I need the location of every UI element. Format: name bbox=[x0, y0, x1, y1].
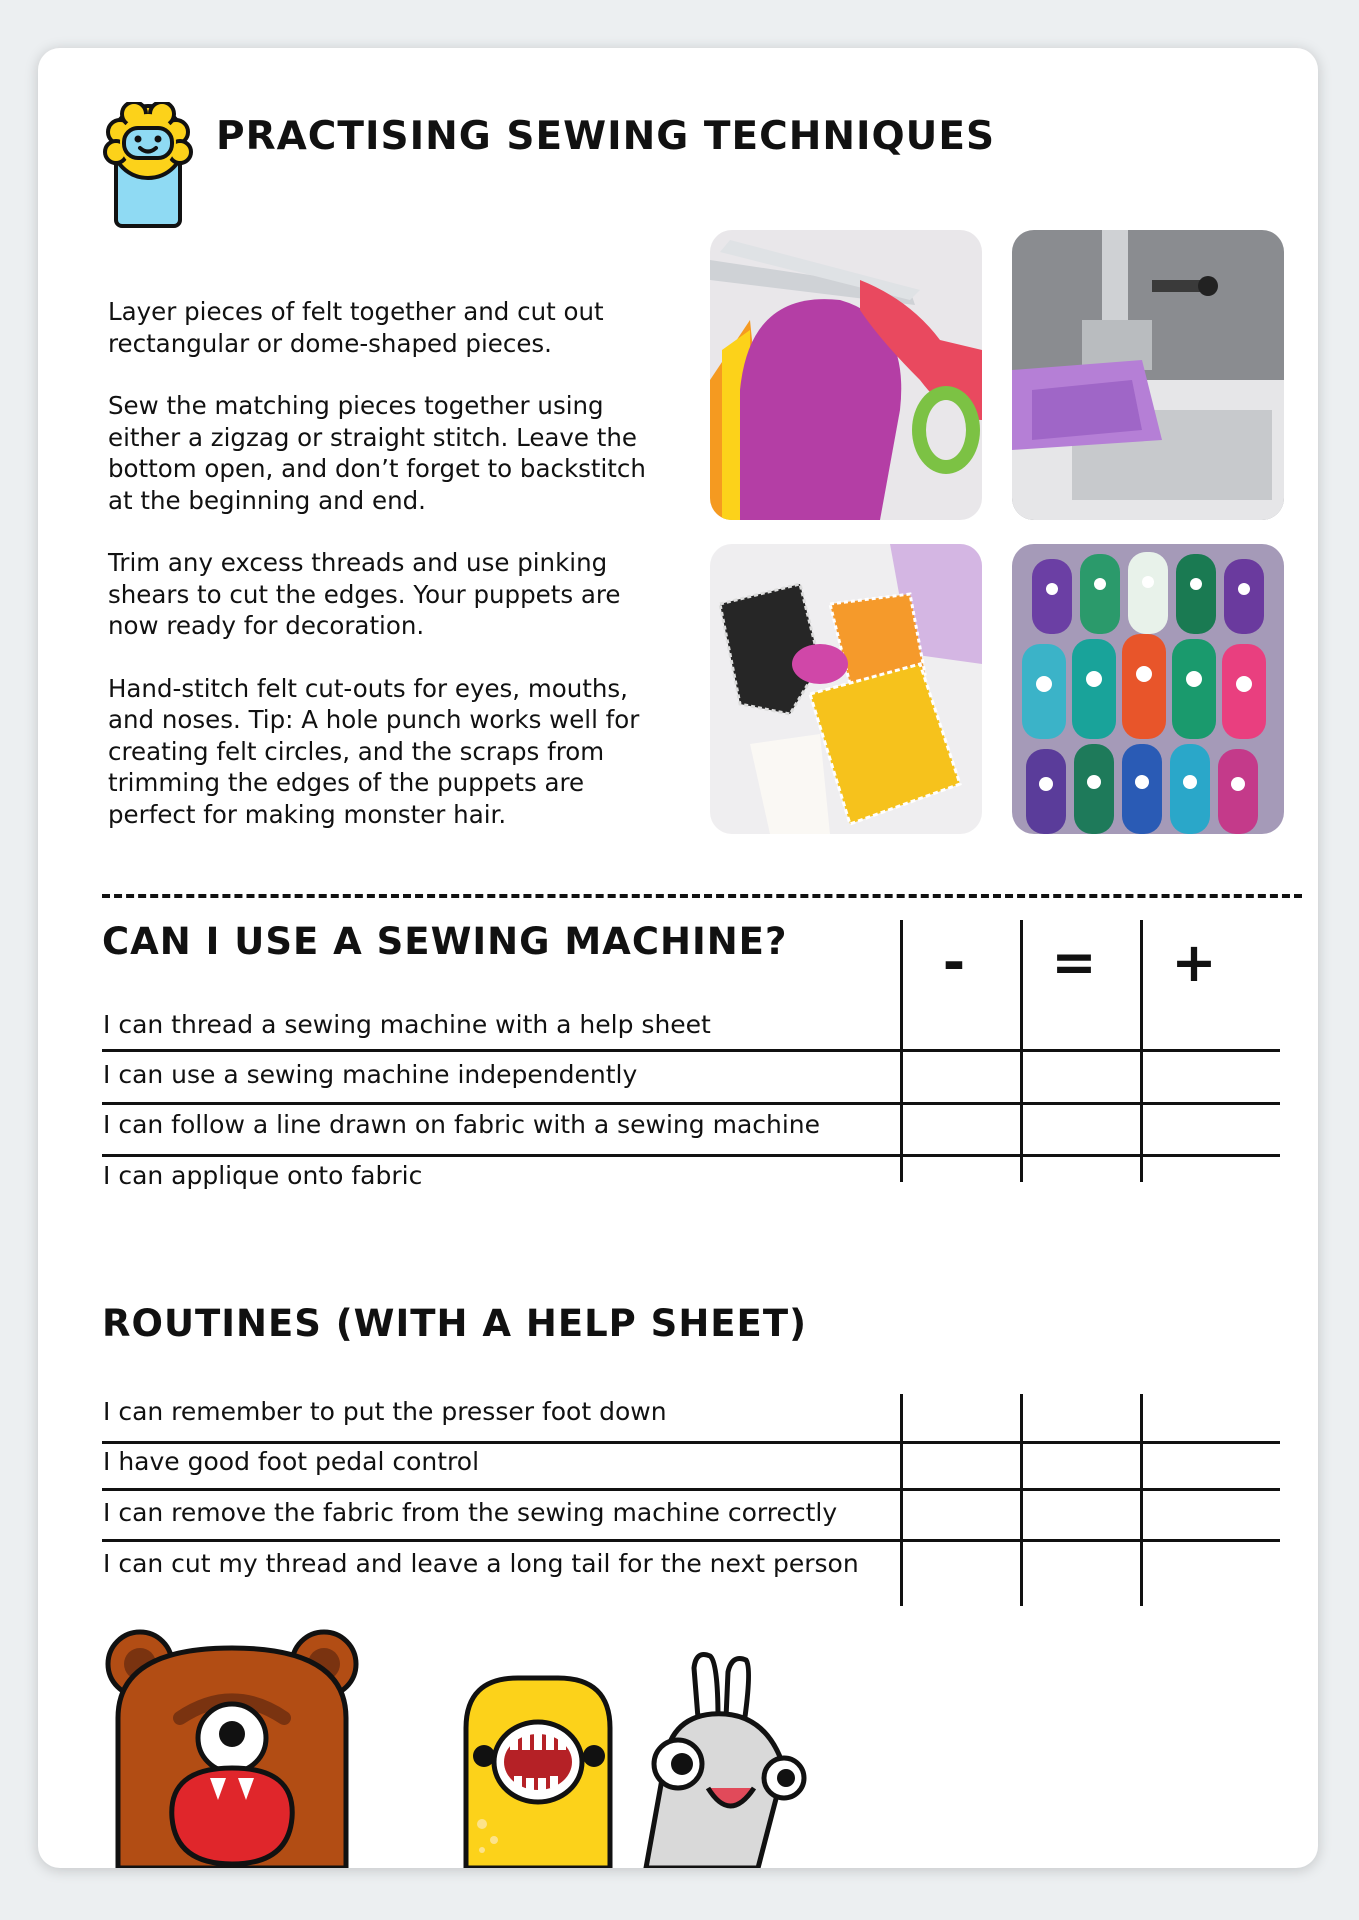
yellow-monster-icon bbox=[466, 1678, 610, 1868]
skill-row-label: I can thread a sewing machine with a help sheet bbox=[103, 1010, 711, 1039]
row-divider bbox=[102, 1539, 1280, 1542]
bear-monster-icon bbox=[108, 1632, 356, 1868]
row-divider bbox=[102, 1049, 1280, 1052]
instruction-step: Hand-stitch felt cut-outs for eyes, mouths, and noses. Tip: A hole punch works well for creating felt circles, and the scraps from trimming the edges of the puppets are perfect for making monster hair. bbox=[108, 673, 640, 829]
monster-illustrations bbox=[98, 1628, 898, 1868]
skill-row-label: I can follow a line drawn on fabric with a sewing machine bbox=[103, 1110, 821, 1139]
row-divider bbox=[102, 1441, 1280, 1444]
column-divider bbox=[1020, 1394, 1023, 1606]
instruction-step: Sew the matching pieces together using either a zigzag or straight stitch. Leave the bottom open, and don’t forget to backstitch at the beginning and end. bbox=[108, 391, 646, 515]
row-divider bbox=[102, 1102, 1280, 1105]
instructions bbox=[108, 296, 678, 861]
section-divider bbox=[102, 894, 1302, 898]
routine-row-label: I can cut my thread and leave a long tail for the next person bbox=[103, 1549, 859, 1578]
column-header-plus: + bbox=[1171, 931, 1217, 994]
photo-felt-scissors bbox=[710, 230, 982, 520]
column-divider bbox=[1140, 1394, 1143, 1606]
lion-mascot-icon bbox=[98, 102, 198, 230]
photo-finished-puppets bbox=[1012, 544, 1284, 834]
column-divider bbox=[900, 1394, 903, 1606]
row-divider bbox=[102, 1488, 1280, 1491]
instruction-step: Layer pieces of felt together and cut out rectangular or dome-shaped pieces. bbox=[108, 297, 604, 358]
worksheet-page bbox=[38, 48, 1318, 1868]
column-header-equal: = bbox=[1051, 931, 1097, 994]
skill-row-label: I can use a sewing machine independently bbox=[103, 1060, 638, 1089]
row-divider bbox=[102, 1154, 1280, 1157]
machine-section-title: CAN I USE A SEWING MACHINE? bbox=[102, 920, 788, 963]
routine-row-label: I have good foot pedal control bbox=[103, 1447, 480, 1476]
photo-sewn-pieces bbox=[710, 544, 982, 834]
instruction-step: Trim any excess threads and use pinking shears to cut the edges. Your puppets are now ready for decoration. bbox=[108, 548, 621, 640]
bunny-monster-icon bbox=[646, 1655, 804, 1869]
column-header-minus: - bbox=[942, 931, 966, 994]
routines-section-title: ROUTINES (WITH A HELP SHEET) bbox=[102, 1302, 807, 1345]
photo-sewing-machine bbox=[1012, 230, 1284, 520]
skill-row-label: I can applique onto fabric bbox=[103, 1161, 423, 1190]
routine-row-label: I can remove the fabric from the sewing machine correctly bbox=[103, 1498, 838, 1527]
page-title: PRACTISING SEWING TECHNIQUES bbox=[216, 114, 996, 159]
routine-row-label: I can remember to put the presser foot down bbox=[103, 1397, 667, 1426]
